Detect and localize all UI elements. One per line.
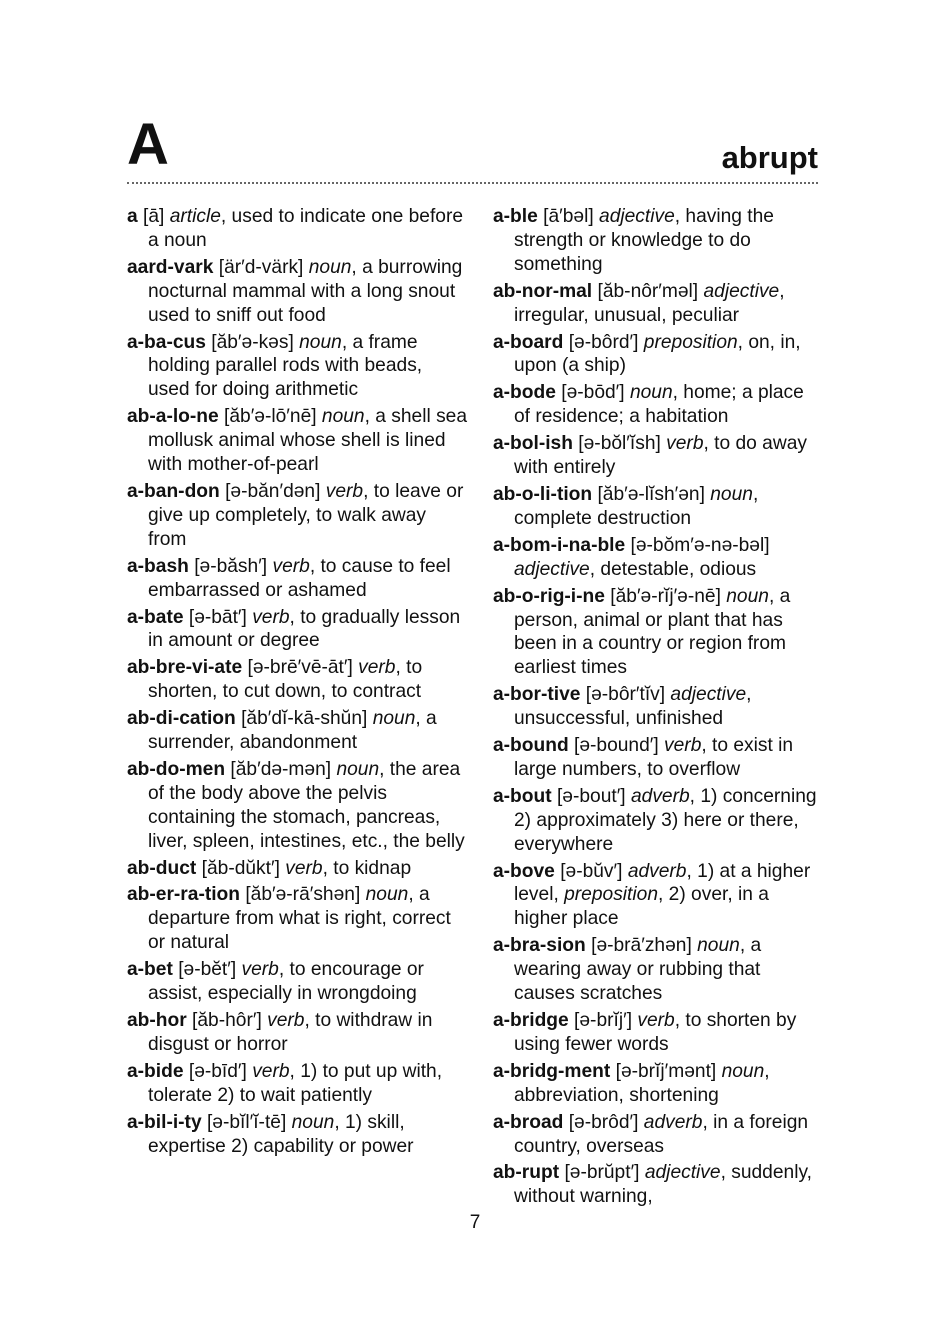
part-of-speech: adjective: [670, 684, 747, 706]
page-number: 7: [469, 1212, 481, 1233]
pronunciation: [ā′bəl]: [543, 206, 594, 227]
part-of-speech: verb: [637, 1010, 675, 1031]
dictionary-entry: [493, 331, 823, 379]
pronunciation: [ăb′ə-lō′nē]: [224, 406, 317, 428]
part-of-speech: verb: [267, 1010, 305, 1031]
part-of-speech: noun: [710, 483, 753, 505]
dictionary-entry: [493, 381, 823, 429]
headword: a-bate: [127, 606, 184, 628]
dictionary-entry: [493, 1161, 823, 1209]
headword: ab-er-ra-tion: [127, 884, 240, 906]
part-of-speech: adjective: [644, 1162, 721, 1184]
definition: , a person, animal or plant that has been in a country or region from earliest times: [514, 585, 791, 679]
pronunciation: [ə-bŭv′]: [560, 860, 623, 882]
definition: , a surrender, abandonment: [148, 708, 437, 754]
dictionary-entry: [127, 857, 467, 881]
part-of-speech: verb: [241, 959, 279, 981]
headword: ab-di-cation: [127, 708, 236, 730]
headword: a-board: [493, 331, 564, 353]
pronunciation: [ăb′ə-kəs]: [211, 331, 294, 353]
dictionary-entry: [127, 555, 467, 603]
dictionary-entry: [493, 1009, 823, 1057]
dictionary-entry: [493, 1111, 823, 1159]
headword: a-ble: [493, 206, 538, 227]
pronunciation: [ə-brôd′]: [568, 1111, 639, 1133]
headword: a-bridge: [493, 1010, 569, 1031]
definition: , unsuccessful, unfinished: [514, 684, 752, 730]
header-divider: [127, 182, 818, 184]
definition: , the area of the body above the pelvis containing the stomach, pancreas, liver, spleen, intestines, etc., the belly: [148, 758, 465, 852]
definition: , 2) over, in a higher place: [514, 884, 769, 930]
dictionary-entry: [493, 934, 823, 1006]
definition: , 1) to put up with, tolerate 2) to wait patiently: [148, 1060, 443, 1106]
pronunciation: [ə-brĭj′]: [574, 1010, 633, 1031]
headword: a-bide: [127, 1060, 184, 1082]
part-of-speech: verb: [358, 657, 396, 679]
pronunciation: [ə-brĭj′mənt]: [615, 1060, 717, 1082]
pronunciation: [ə-bōd′]: [561, 382, 625, 404]
definition: , suddenly, without warning,: [514, 1162, 812, 1208]
pronunciation: [ə-bôr′tĭv]: [585, 684, 666, 706]
pronunciation: [ə-bĭl′ĭ-tē]: [206, 1111, 287, 1133]
pronunciation: [ə-bŏl′ĭsh]: [578, 433, 661, 455]
headword: a-bil-i-ty: [127, 1111, 202, 1133]
pronunciation: [ā]: [143, 206, 165, 227]
pronunciation: [ə-bŏm′ə-nə-bəl]: [630, 534, 770, 556]
dictionary-entry: [127, 958, 467, 1006]
part-of-speech: verb: [272, 555, 310, 577]
pronunciation: [ə-bāt′]: [188, 606, 247, 628]
part-of-speech: preposition: [564, 884, 658, 906]
headword: ab-duct: [127, 857, 197, 879]
definition: , irregular, unusual, peculiar: [514, 280, 785, 326]
pronunciation: [ə-brŭpt′]: [564, 1162, 640, 1184]
definition: , home; a place of residence; a habitation: [514, 382, 804, 428]
definition: , 1) skill, expertise 2) capability or power: [148, 1111, 414, 1157]
pronunciation: [ăb-nôr′məl]: [597, 280, 699, 302]
headword: ab-nor-mal: [493, 280, 593, 302]
left-column: [127, 205, 467, 1161]
pronunciation: [ăb-dŭkt′]: [201, 857, 280, 879]
definition: , a frame holding parallel rods with beads, used for doing arithmetic: [148, 331, 423, 401]
part-of-speech: noun: [308, 256, 352, 278]
definition: , having the strength or knowledge to do something: [514, 206, 774, 275]
part-of-speech: noun: [299, 331, 342, 353]
part-of-speech: noun: [321, 406, 365, 428]
part-of-speech: noun: [726, 585, 769, 607]
part-of-speech: article: [169, 206, 221, 227]
definition: , to kidnap: [322, 857, 412, 879]
pronunciation: [ə-bīd′]: [188, 1060, 247, 1082]
pronunciation: [ăb′də-mən]: [230, 758, 332, 780]
headword: a: [127, 206, 138, 227]
dictionary-entry: [127, 405, 467, 477]
headword: a-bet: [127, 959, 173, 981]
dictionary-entry: [493, 205, 823, 277]
headword: a-bove: [493, 860, 555, 882]
part-of-speech: verb: [325, 480, 364, 502]
section-letter: A: [127, 112, 168, 177]
dictionary-entry: [493, 785, 823, 857]
dictionary-entry: [493, 683, 823, 731]
dictionary-entry: [493, 534, 823, 582]
definition: , 1) concerning 2) approximately 3) here or there, everywhere: [514, 785, 817, 855]
headword: a-bra-sion: [493, 935, 586, 957]
definition: , a departure from what is right, correct or natural: [148, 884, 451, 954]
dictionary-entry: [127, 1060, 467, 1108]
pronunciation: [ə-băn′dən]: [225, 480, 321, 502]
dictionary-entry: [127, 1111, 467, 1159]
headword: a-bor-tive: [493, 684, 581, 706]
headword: a-broad: [493, 1111, 564, 1133]
definition: , to shorten by using fewer words: [514, 1010, 797, 1055]
part-of-speech: verb: [252, 606, 290, 628]
definition: , to do away with entirely: [514, 433, 807, 479]
definition: , in a foreign country, overseas: [514, 1111, 809, 1157]
dictionary-entry: [127, 480, 467, 552]
pronunciation: [ăb′ə-rā′shən]: [245, 884, 361, 906]
definition: , a shell sea mollusk animal whose shell is lined with mother-of-pearl: [148, 406, 468, 476]
dictionary-entry: [127, 656, 467, 704]
headword: a-bound: [493, 735, 569, 757]
part-of-speech: adverb: [630, 785, 690, 807]
part-of-speech: noun: [336, 758, 380, 780]
headword: a-bom-i-na-ble: [493, 534, 626, 556]
pronunciation: [är′d-värk]: [218, 256, 304, 278]
part-of-speech: adjective: [703, 280, 780, 302]
headword: ab-hor: [127, 1010, 187, 1031]
part-of-speech: noun: [697, 935, 740, 957]
part-of-speech: noun: [365, 884, 409, 906]
part-of-speech: adverb: [627, 860, 687, 882]
headword: ab-o-li-tion: [493, 483, 593, 505]
headword: a-ba-cus: [127, 331, 206, 353]
dictionary-entry: [493, 734, 823, 782]
pronunciation: [ə-bout′]: [556, 785, 626, 807]
definition: , to exist in large numbers, to overflow: [514, 735, 794, 780]
part-of-speech: noun: [629, 382, 673, 404]
headword: a-ban-don: [127, 480, 220, 502]
pronunciation: [ăb′ə-rĭj′ə-nē]: [610, 585, 721, 607]
definition: , used to indicate one before a noun: [148, 206, 464, 251]
dictionary-entry: [493, 860, 823, 932]
pronunciation: [ə-bôrd′]: [568, 331, 639, 353]
dictionary-entry: [127, 606, 467, 654]
definition: , to leave or give up completely, to walk away from: [148, 480, 464, 550]
pronunciation: [ăb-hôr′]: [192, 1010, 262, 1031]
dictionary-entry: [127, 707, 467, 755]
right-column: [493, 205, 823, 1212]
dictionary-entry: [127, 883, 467, 955]
headword: a-bout: [493, 785, 552, 807]
dictionary-entry: [127, 758, 467, 854]
pronunciation: [ə-brā′zhən]: [591, 935, 692, 957]
part-of-speech: preposition: [643, 331, 738, 353]
headword: ab-a-lo-ne: [127, 406, 219, 428]
definition: , on, in, upon (a ship): [514, 331, 801, 377]
dictionary-entry: [127, 331, 467, 403]
dictionary-entry: [493, 432, 823, 480]
definition: , abbreviation, shortening: [514, 1060, 770, 1106]
part-of-speech: verb: [285, 857, 323, 879]
pronunciation: [ə-bĕt′]: [178, 959, 237, 981]
dictionary-entry: [493, 280, 823, 328]
headword: ab-bre-vi-ate: [127, 657, 243, 679]
headword: aard-vark: [127, 256, 214, 278]
definition: , a burrowing nocturnal mammal with a long snout used to sniff out food: [148, 256, 463, 326]
definition: , a wearing away or rubbing that causes scratches: [514, 935, 762, 1005]
definition: , to encourage or assist, especially in wrongdoing: [148, 959, 424, 1005]
definition: , to cause to feel embarrassed or ashamed: [148, 555, 451, 601]
guide-word: abrupt: [721, 140, 818, 175]
pronunciation: [ə-bound′]: [574, 735, 659, 757]
pronunciation: [ə-brē′vē-āt′]: [247, 657, 353, 679]
headword: a-bridg-ment: [493, 1060, 611, 1082]
dictionary-entry: [127, 256, 467, 328]
dictionary-entry: [493, 483, 823, 531]
part-of-speech: adjective: [514, 558, 590, 580]
headword: a-bode: [493, 382, 556, 404]
part-of-speech: verb: [666, 433, 704, 455]
headword: a-bol-ish: [493, 433, 573, 455]
definition: , detestable, odious: [589, 558, 757, 580]
part-of-speech: noun: [372, 708, 416, 730]
definition: , 1) at a higher level,: [514, 860, 811, 906]
dictionary-entry: [127, 205, 467, 253]
dictionary-entry: [493, 585, 823, 681]
part-of-speech: noun: [291, 1111, 335, 1133]
part-of-speech: verb: [664, 735, 702, 757]
part-of-speech: verb: [252, 1060, 290, 1082]
dictionary-entry: [493, 1060, 823, 1108]
headword: ab-do-men: [127, 758, 226, 780]
definition: , to withdraw in disgust or horror: [148, 1010, 433, 1055]
headword: a-bash: [127, 555, 189, 577]
pronunciation: [ăb′ə-lĭsh′ən]: [597, 483, 705, 505]
headword: ab-o-rig-i-ne: [493, 585, 605, 607]
part-of-speech: noun: [721, 1060, 765, 1082]
definition: , to gradually lesson in amount or degree: [148, 606, 461, 652]
pronunciation: [ăb′dĭ-kā-shŭn]: [241, 708, 368, 730]
part-of-speech: adverb: [643, 1111, 703, 1133]
definition: , to shorten, to cut down, to contract: [148, 657, 423, 703]
definition: , complete destruction: [514, 483, 759, 529]
dictionary-entry: [127, 1009, 467, 1057]
pronunciation: [ə-băsh′]: [194, 555, 268, 577]
part-of-speech: adjective: [599, 206, 675, 227]
headword: ab-rupt: [493, 1162, 560, 1184]
